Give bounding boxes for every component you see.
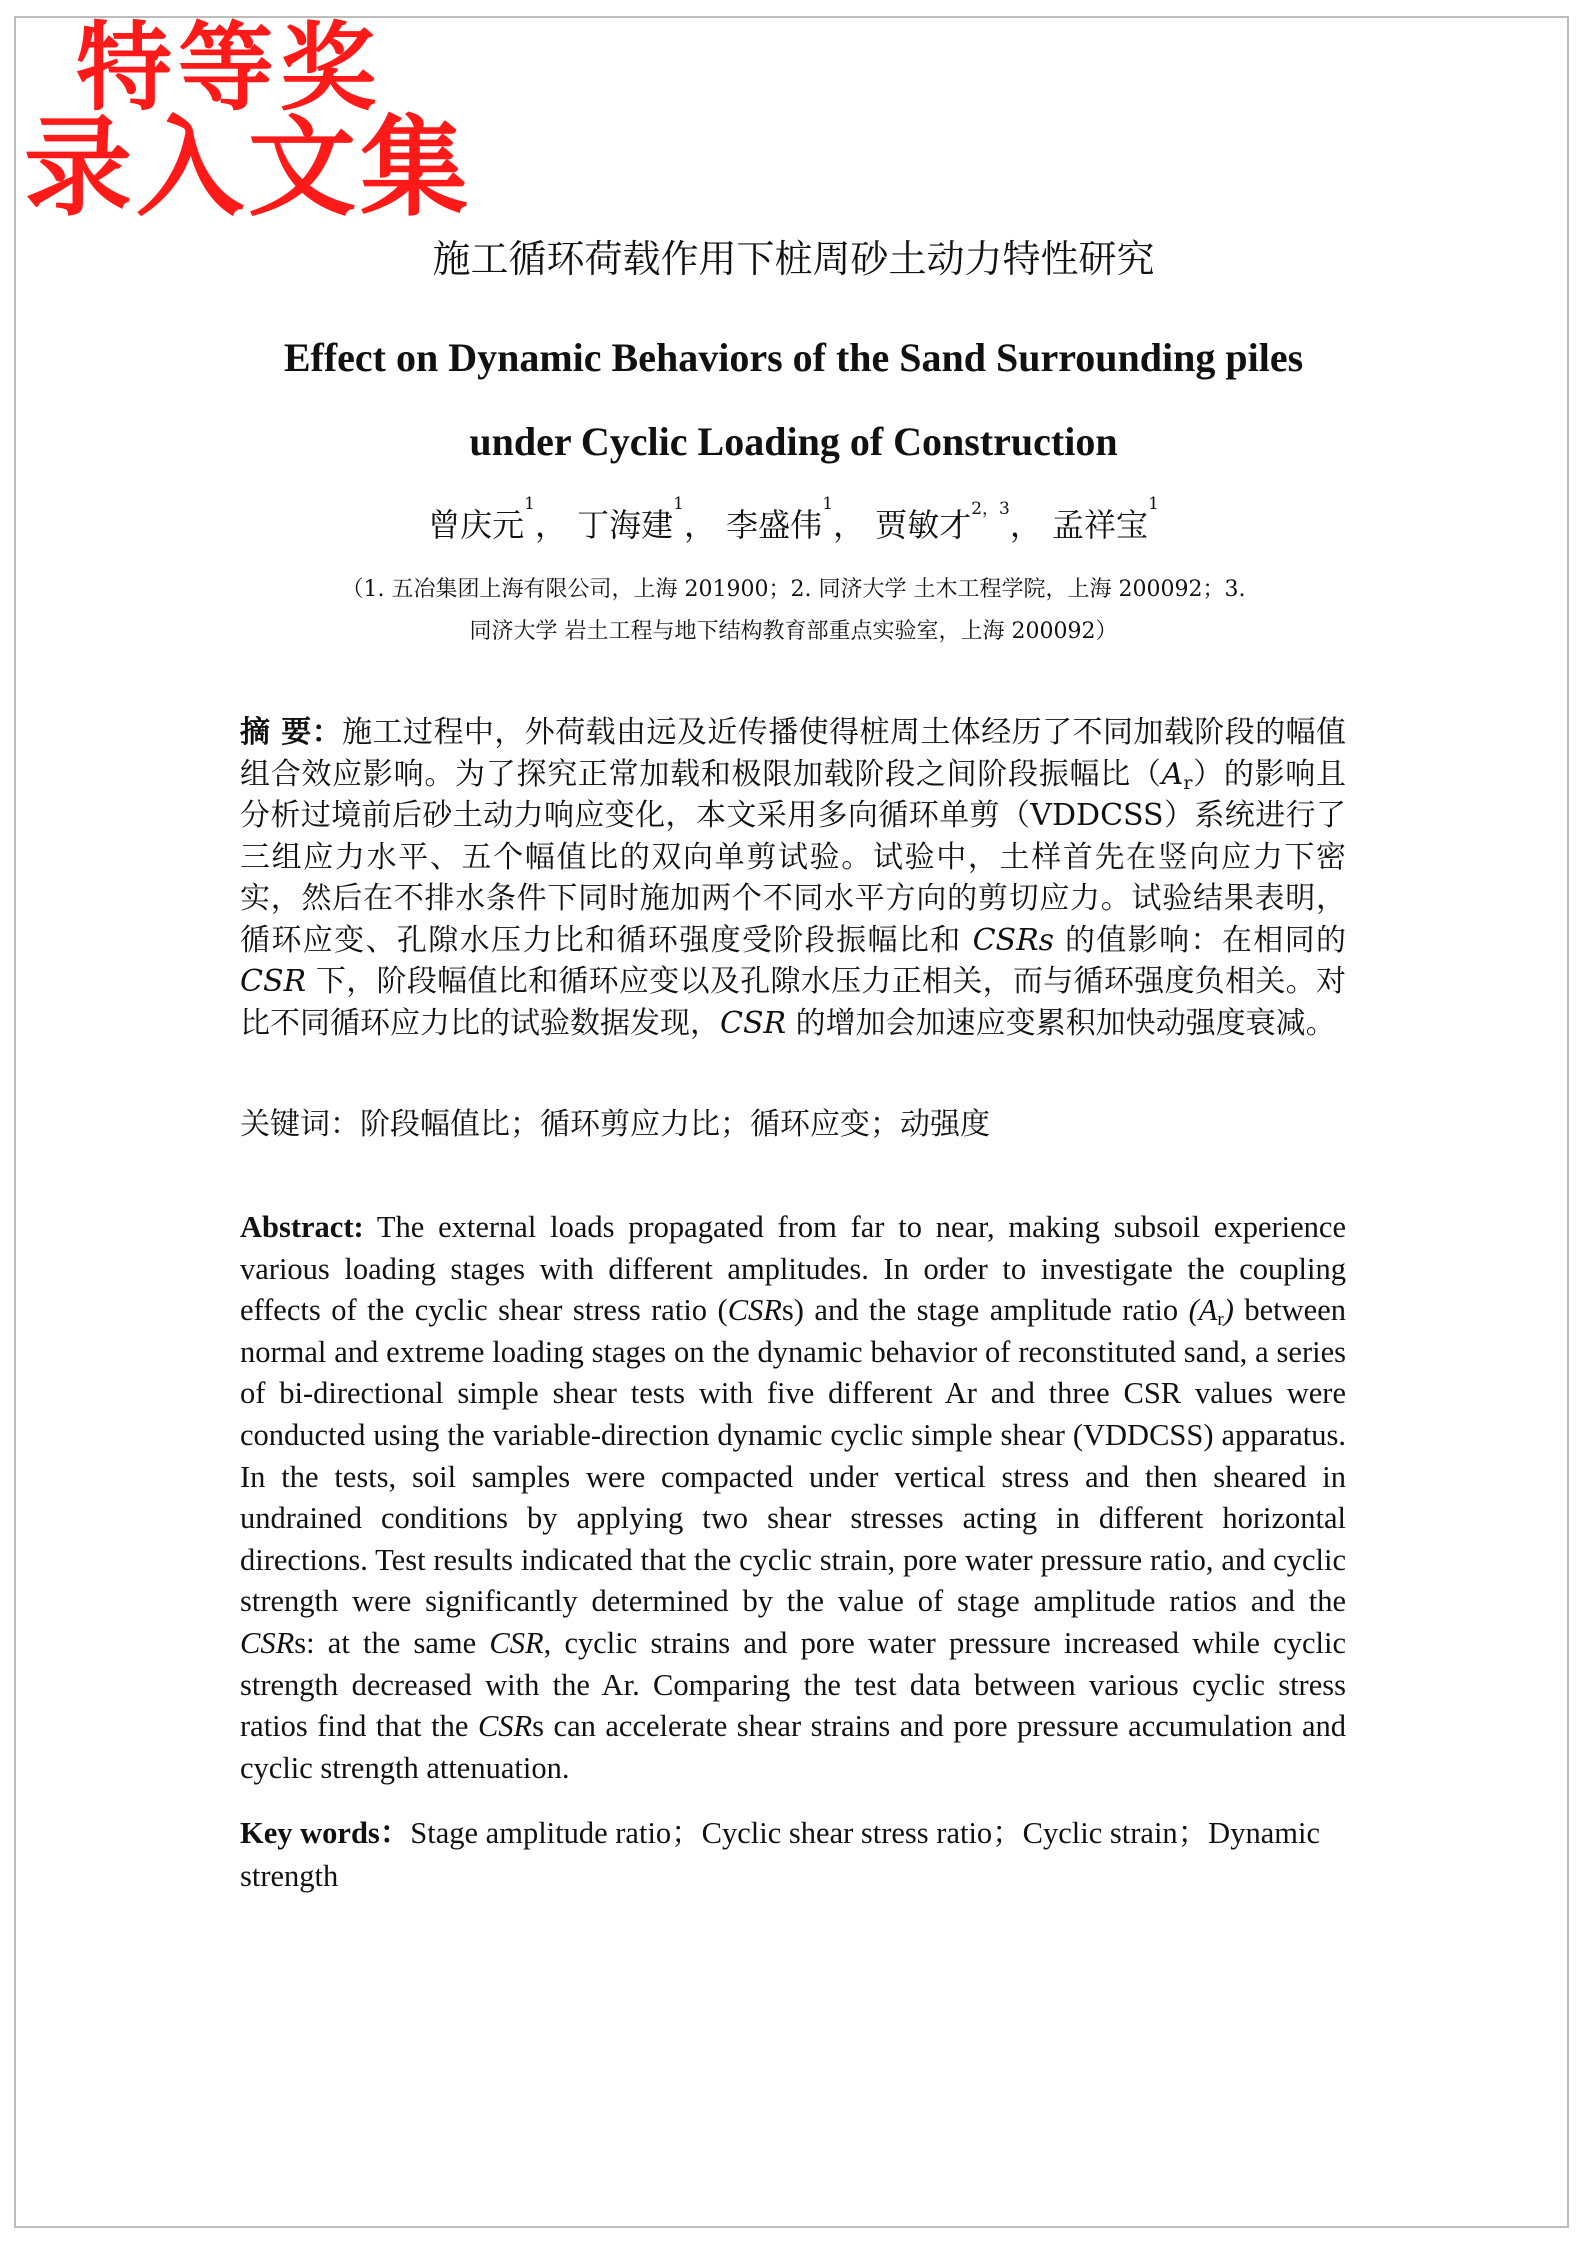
affiliations-line1: （1. 五冶集团上海有限公司，上海 201900；2. 同济大学 土木工程学院，上海 200092；3. bbox=[341, 577, 1246, 602]
symbol-ar: (A bbox=[1188, 1293, 1218, 1328]
symbol-ar-subscript: r bbox=[1183, 771, 1193, 794]
keywords-cn-label: 关键词： bbox=[240, 1107, 360, 1142]
author-affiliation-mark: 2，3 bbox=[971, 499, 1010, 519]
abstract-cn-label: 摘 要： bbox=[240, 715, 343, 750]
author-separator: ， bbox=[534, 506, 567, 544]
symbol-csr: CSR bbox=[727, 1293, 782, 1328]
abstract-en-text: , cyclic strains and pore water pressure increased while cyclic strength decreased with the Ar. Comparing the test data between various cyclic stress ratios find that the bbox=[240, 1625, 1346, 1744]
symbol-csr: CSR bbox=[240, 1625, 295, 1660]
affiliations-line2: 同济大学 岩土工程与地下结构教育部重点实验室，上海 200092） bbox=[469, 619, 1118, 644]
award-stamp-line1: 特等奖 bbox=[76, 11, 382, 124]
abstract-en-label: Abstract: bbox=[240, 1210, 364, 1244]
author-separator: ， bbox=[683, 506, 716, 544]
author-separator: ， bbox=[833, 506, 866, 544]
abstract-cn-text: ）的影响且分析过境前后砂土动力响应变化，本文采用多向循环单剪（VDDCSS）系统进行了三组应力水平、五个幅值比的双向单剪试验。试验中，土样首先在竖向应力下密实，然后在不排水条件下同时施加两个不同水平方向的剪切应力。试验结果表明，循环应变、孔隙水压力比和循环强度受阶段振幅比和 bbox=[240, 756, 1347, 958]
author-name: 曾庆元 bbox=[428, 506, 525, 544]
keywords-en-text: Stage amplitude ratio；Cyclic shear stress ratio；Cyclic strain；Dynamic strength bbox=[240, 1816, 1320, 1893]
paper-title-en-line2: under Cyclic Loading of Construction bbox=[469, 419, 1118, 464]
author-name: 丁海建 bbox=[577, 506, 674, 544]
paper-title-en-line1: Effect on Dynamic Behaviors of the Sand Surrounding piles bbox=[283, 335, 1304, 380]
abstract-en-text: s can accelerate shear strains and pore pressure accumulation and cyclic strength attenuation. bbox=[240, 1709, 1347, 1785]
abstract-en bbox=[240, 1207, 1346, 1789]
author-affiliation-mark: 1 bbox=[1148, 494, 1159, 514]
abstract-en-text: The external loads propagated from far to near, making subsoil experience various loading stages with different amplitudes. In order to investigate the coupling effects of the cyclic shear stress ratio ( bbox=[240, 1210, 1346, 1328]
author-name: 孟祥宝 bbox=[1052, 506, 1149, 544]
author-affiliation-mark: 1 bbox=[673, 494, 684, 514]
abstract-cn-text: 施工过程中，外荷载由远及近传播使得桩周土体经历了不同加载阶段的幅值组合效应影响。为了探究正常加载和极限加载阶段之间阶段振幅比（ bbox=[240, 715, 1346, 792]
abstract-cn-text: 下，阶段幅值比和循环应变以及孔隙水压力正相关，而与循环强度负相关。对比不同循环应力比的试验数据发现， bbox=[240, 964, 1346, 1041]
keywords-cn-text: 阶段幅值比；循环剪应力比；循环应变；动强度 bbox=[360, 1107, 990, 1142]
symbol-ar: A bbox=[1161, 756, 1184, 792]
abstract-en-text: s) and the stage amplitude ratio bbox=[781, 1293, 1189, 1328]
author-separator: ， bbox=[1009, 506, 1042, 544]
author-affiliation-mark: 1 bbox=[822, 494, 834, 514]
symbol-ar-close: ) bbox=[1223, 1293, 1234, 1328]
author-name: 贾敏才 bbox=[875, 506, 972, 544]
abstract-cn-text: 的增加会加速应变累积加快动强度衰减。 bbox=[786, 1005, 1336, 1041]
symbol-ar-subscript: r bbox=[1217, 1309, 1224, 1331]
abstract-en-text: s: at the same bbox=[294, 1625, 490, 1660]
symbol-csrs: CSRs bbox=[972, 922, 1055, 958]
paper-title-cn: 施工循环荷载作用下桩周砂土动力特性研究 bbox=[432, 237, 1155, 281]
award-stamp-line2: 录入文集 bbox=[24, 105, 473, 231]
abstract-cn-text: 的值影响：在相同的 bbox=[1054, 922, 1346, 958]
keywords-cn bbox=[240, 1104, 1346, 1146]
symbol-csr: CSR bbox=[720, 1005, 787, 1041]
keywords-en bbox=[240, 1812, 1346, 1898]
symbol-csr: CSR bbox=[489, 1625, 544, 1660]
keywords-en-label: Key words： bbox=[240, 1816, 411, 1850]
symbol-csr: CSR bbox=[477, 1709, 533, 1744]
symbol-csr: CSR bbox=[240, 964, 307, 999]
abstract-cn bbox=[240, 712, 1346, 1044]
author-name: 李盛伟 bbox=[726, 506, 823, 544]
author-list bbox=[0, 494, 1587, 546]
abstract-en-text: between normal and extreme loading stages on the dynamic behavior of reconstituted sand, a series of bi-directional simple shear tests with five different Ar and three CSR values were conducted using the variable-direction dynamic cyclic simple shear (VDDCSS) apparatus. In the tests, soil samples were compacted under vertical stress and then sheared in undrained conditions by applying two shear stresses acting in different horizontal directions. Test results indicated that the cyclic strain, pore water pressure ratio, and cyclic strength were significantly determined by the value of stage amplitude ratios and the bbox=[240, 1293, 1346, 1619]
author-affiliation-mark: 1 bbox=[524, 494, 535, 514]
